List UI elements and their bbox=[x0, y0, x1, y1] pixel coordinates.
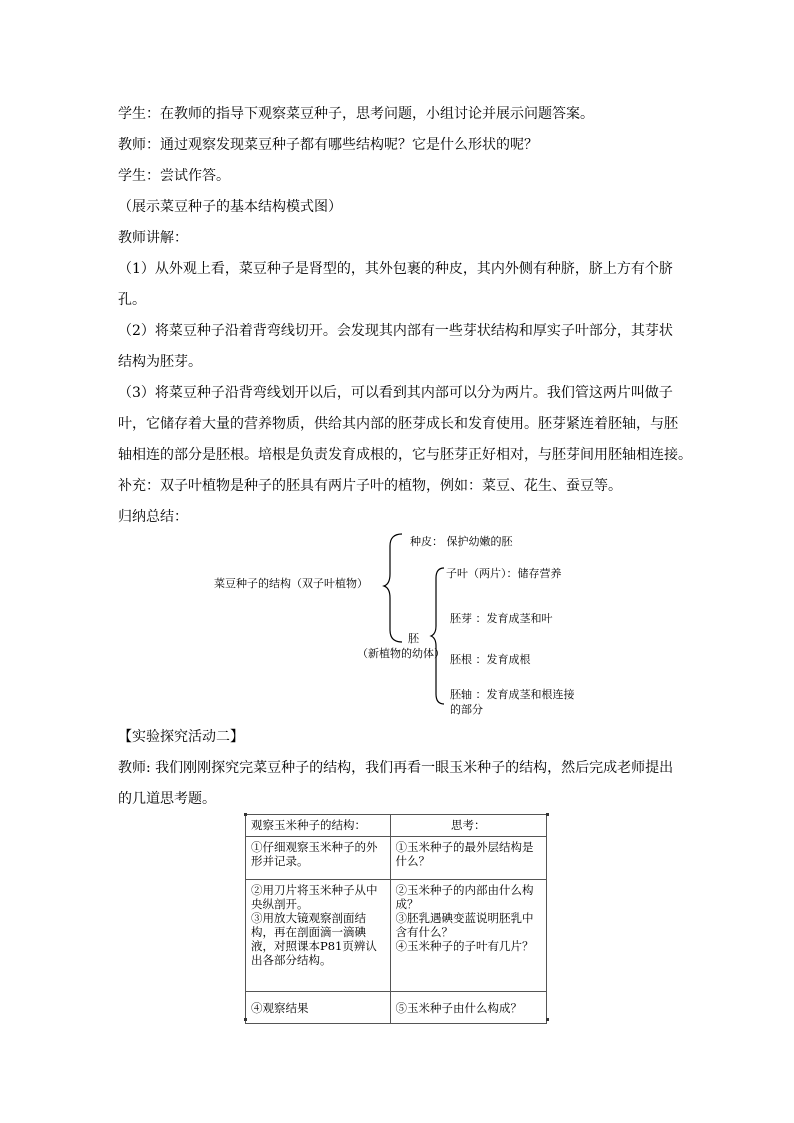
diagram-root-label: 菜豆种子的结构（双子叶植物） bbox=[214, 577, 368, 590]
diagram-hypocotyl: 胚轴 ：发育成茎和根连接 bbox=[450, 688, 575, 701]
activity-line-1: 教师: 我们刚刚探究完菜豆种子的结构，我们再看一眼玉米种子的结构，然后完成老师提出 bbox=[118, 760, 674, 776]
paragraph-point-2-line-2: 结构为胚芽。 bbox=[118, 354, 202, 370]
paragraph-summary-label: 归纳总结： bbox=[118, 509, 188, 525]
resize-handle-icon[interactable] bbox=[546, 1018, 549, 1021]
resize-handle-icon[interactable] bbox=[244, 1018, 247, 1021]
paragraph-show-diagram: （展示菜豆种子的基本结构模式图） bbox=[118, 199, 342, 215]
paragraph-supplement: 补充：双子叶植物是种子的胚具有两片子叶的植物，例如：菜豆、花生、蚕豆等。 bbox=[118, 478, 622, 494]
activity-line-2: 的几道思考题。 bbox=[118, 791, 216, 807]
diagram-embryo: 胚 bbox=[408, 632, 419, 645]
table-cell: ②用刀片将玉米种子从中央纵剖开。 ③用放大镜观察剖面结构，再在剖面滴一滴碘液，对照课本P81页辨认出各部分结构。 bbox=[246, 880, 391, 992]
table-row bbox=[246, 837, 547, 880]
diagram-embryo-note: （新植物的幼体） bbox=[357, 647, 445, 660]
table-row bbox=[246, 880, 547, 992]
paragraph-teacher-question: 教师：通过观察发现菜豆种子都有哪些结构呢？它是什么形状的呢？ bbox=[118, 137, 538, 153]
paragraph-student-1: 学生：在教师的指导下观察菜豆种子，思考问题，小组讨论并展示问题答案。 bbox=[118, 106, 594, 122]
table-cell: ②玉米种子的内部由什么构成？ ③胚乳遇碘变蓝说明胚乳中含有什么？ ④玉米种子的子叶有几片？ bbox=[390, 880, 546, 992]
table-cell: ⑤玉米种子由什么构成？ bbox=[390, 992, 546, 1024]
paragraph-point-3-line-3: 轴相连的部分是胚根。培根是负责发育成根的，它与胚芽正好相对，与胚芽间用胚轴相连接。 bbox=[118, 447, 692, 463]
table-cell: ④观察结果 bbox=[246, 992, 391, 1024]
resize-handle-icon[interactable] bbox=[244, 813, 247, 816]
paragraph-teacher-explain: 教师讲解： bbox=[118, 230, 188, 246]
paragraph-point-1-line-2: 孔。 bbox=[118, 292, 146, 308]
outer-brace-icon bbox=[382, 532, 404, 644]
activity-heading: 【实验探究活动二】 bbox=[118, 729, 244, 745]
diagram-cotyledon: 子叶（两片）：储存营养 bbox=[446, 567, 562, 580]
diagram-plumule: 胚芽 ：发育成茎和叶 bbox=[450, 612, 553, 625]
paragraph-student-2: 学生：尝试作答。 bbox=[118, 168, 230, 184]
diagram-seed-coat: 种皮： 保护幼嫩的胚 bbox=[410, 535, 513, 548]
paragraph-point-3-line-1: （3）将菜豆种子沿背弯线划开以后，可以看到其内部可以分为两片。我们管这两片叫做子 bbox=[118, 385, 673, 401]
inner-brace-icon bbox=[430, 566, 446, 706]
table-cell: ①玉米种子的最外层结构是什么？ bbox=[390, 837, 546, 880]
table-cell: ①仔细观察玉米种子的外形并记录。 bbox=[246, 837, 391, 880]
diagram-hypocotyl-cont: 的部分 bbox=[450, 703, 483, 716]
diagram-radicle: 胚根 ：发育成根 bbox=[450, 653, 531, 666]
table-header-think: 思考： bbox=[390, 815, 546, 837]
resize-handle-icon[interactable] bbox=[546, 813, 549, 816]
table-header-observe: 观察玉米种子的结构： bbox=[246, 815, 391, 837]
table-header-row bbox=[246, 815, 547, 837]
table-row bbox=[246, 992, 547, 1024]
paragraph-point-1-line-1: （1）从外观上看，菜豆种子是肾型的，其外包裹的种皮，其内外侧有种脐，脐上方有个脐 bbox=[118, 261, 673, 277]
paragraph-point-2-line-1: （2）将菜豆种子沿着背弯线切开。会发现其内部有一些芽状结构和厚实子叶部分，其芽状 bbox=[118, 323, 673, 339]
observation-table bbox=[245, 814, 547, 1024]
paragraph-point-3-line-2: 叶，它储存着大量的营养物质，供给其内部的胚芽成长和发育使用。胚芽紧连着胚轴，与胚 bbox=[118, 416, 678, 432]
